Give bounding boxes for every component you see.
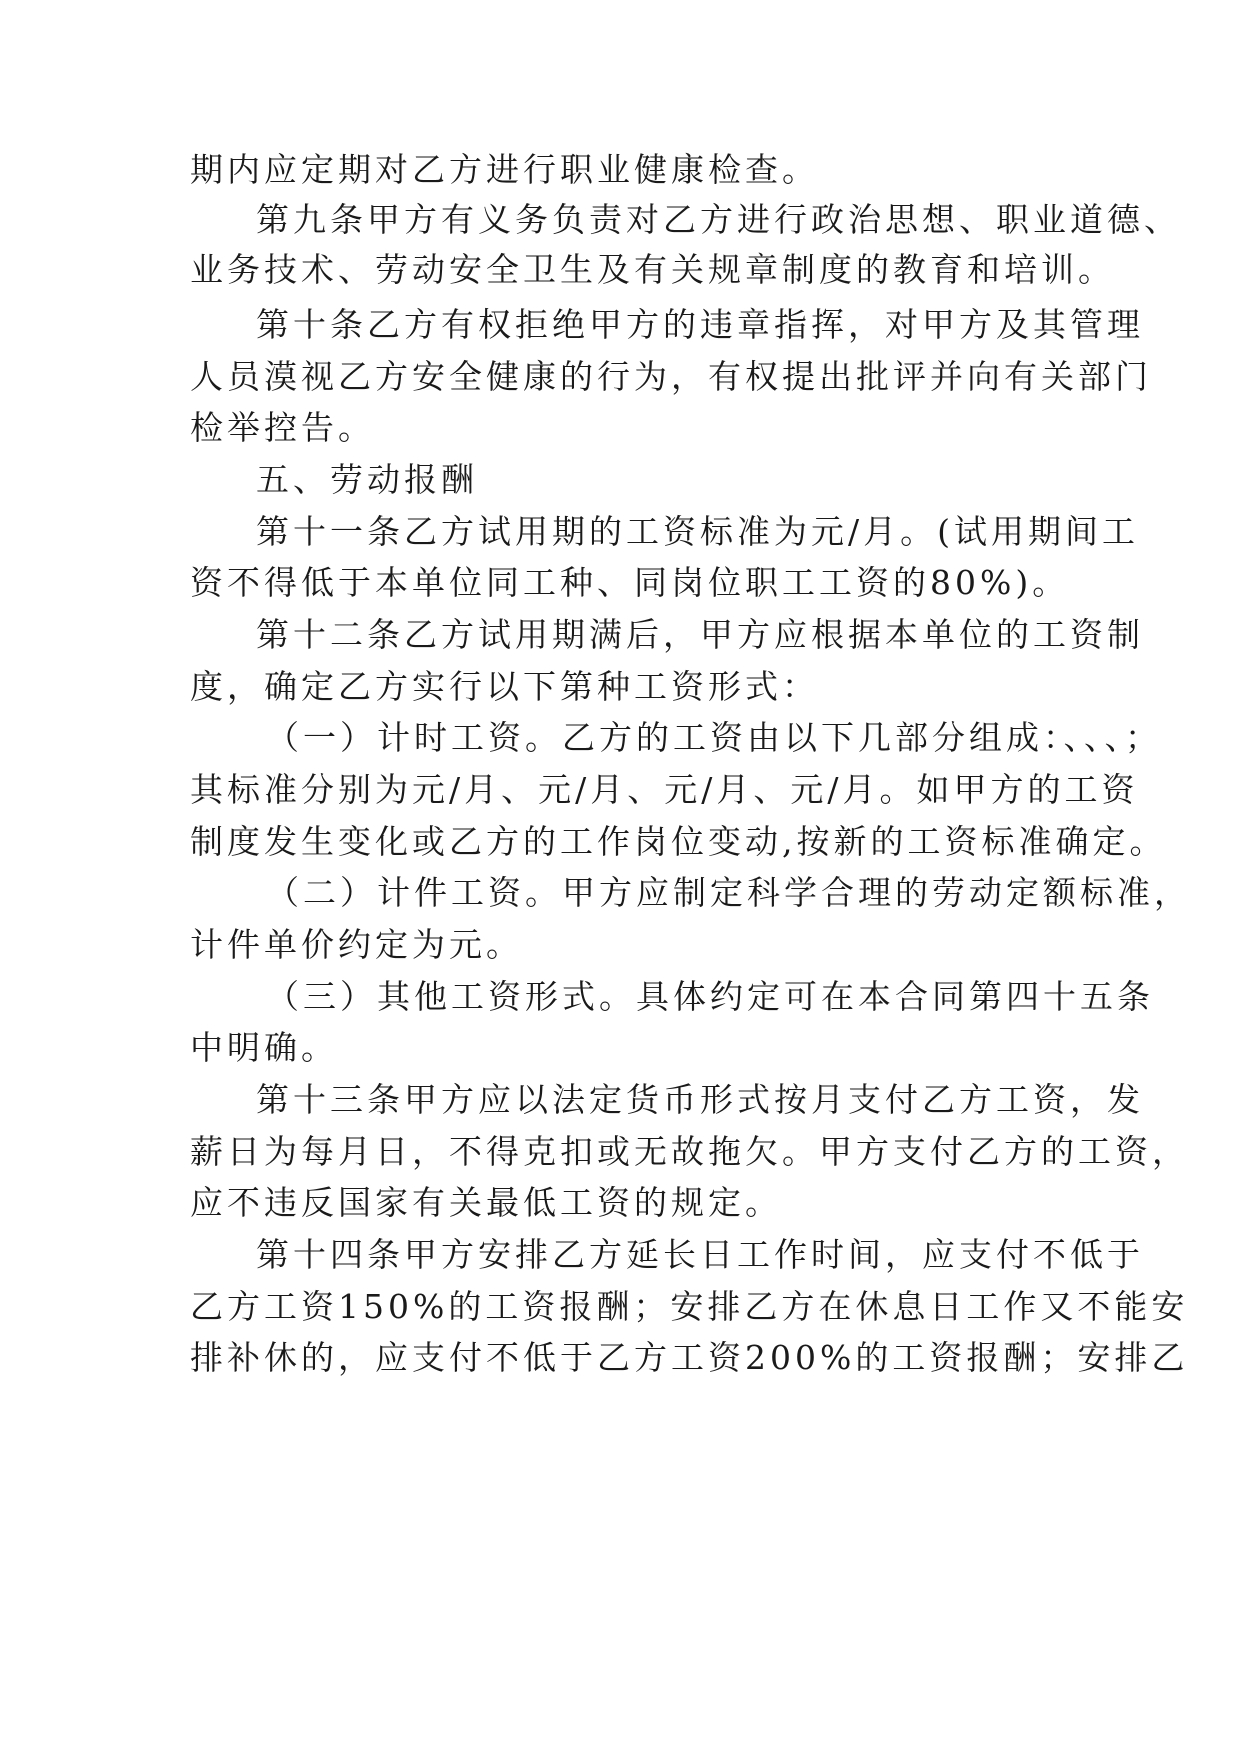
text-line: 资不得低于本单位同工种、同岗位职工工资的80%)。 bbox=[190, 563, 1070, 602]
text-line: 期内应定期对乙方进行职业健康检查。 bbox=[190, 150, 819, 189]
text-line: 第十一条乙方试用期的工资标准为元/月。(试用期间工 bbox=[256, 512, 1139, 551]
text-line: 检举控告。 bbox=[190, 408, 375, 447]
text-line: （二）计件工资。甲方应制定科学合理的劳动定额标准， bbox=[266, 873, 1191, 912]
section-heading: 五、劳动报酬 bbox=[256, 460, 478, 499]
text-line: 薪日为每月日，不得克扣或无故拖欠。甲方支付乙方的工资， bbox=[190, 1132, 1189, 1171]
text-line: （一）计时工资。乙方的工资由以下几部分组成：、、、； bbox=[266, 718, 1162, 757]
text-line: 应不违反国家有关最低工资的规定。 bbox=[190, 1183, 782, 1222]
text-line: 第十三条甲方应以法定货币形式按月支付乙方工资，发 bbox=[256, 1080, 1144, 1119]
text-line: 中明确。 bbox=[190, 1028, 338, 1067]
text-line: 人员漠视乙方安全健康的行为，有权提出批评并向有关部门 bbox=[190, 357, 1152, 396]
text-line: 第十二条乙方试用期满后，甲方应根据本单位的工资制 bbox=[256, 615, 1144, 654]
text-line: 第十条乙方有权拒绝甲方的违章指挥，对甲方及其管理 bbox=[256, 305, 1144, 344]
text-line: 第十四条甲方安排乙方延长日工作时间，应支付不低于 bbox=[256, 1235, 1144, 1274]
text-line: 业务技术、劳动安全卫生及有关规章制度的教育和培训。 bbox=[190, 250, 1115, 289]
text-line: 第九条甲方有义务负责对乙方进行政治思想、职业道德、 bbox=[256, 200, 1181, 239]
text-line: 度，确定乙方实行以下第种工资形式： bbox=[190, 667, 819, 706]
text-line: 排补休的，应支付不低于乙方工资200%的工资报酬；安排乙 bbox=[190, 1338, 1189, 1377]
text-line: 乙方工资150%的工资报酬；安排乙方在休息日工作又不能安 bbox=[190, 1287, 1189, 1326]
text-line: 其标准分别为元/月、元/月、元/月、元/月。如甲方的工资 bbox=[190, 770, 1139, 809]
text-line: 制度发生变化或乙方的工作岗位变动,按新的工资标准确定。 bbox=[190, 822, 1167, 861]
text-line: 计件单价约定为元。 bbox=[190, 925, 523, 964]
text-line: （三）其他工资形式。具体约定可在本合同第四十五条 bbox=[266, 977, 1154, 1016]
